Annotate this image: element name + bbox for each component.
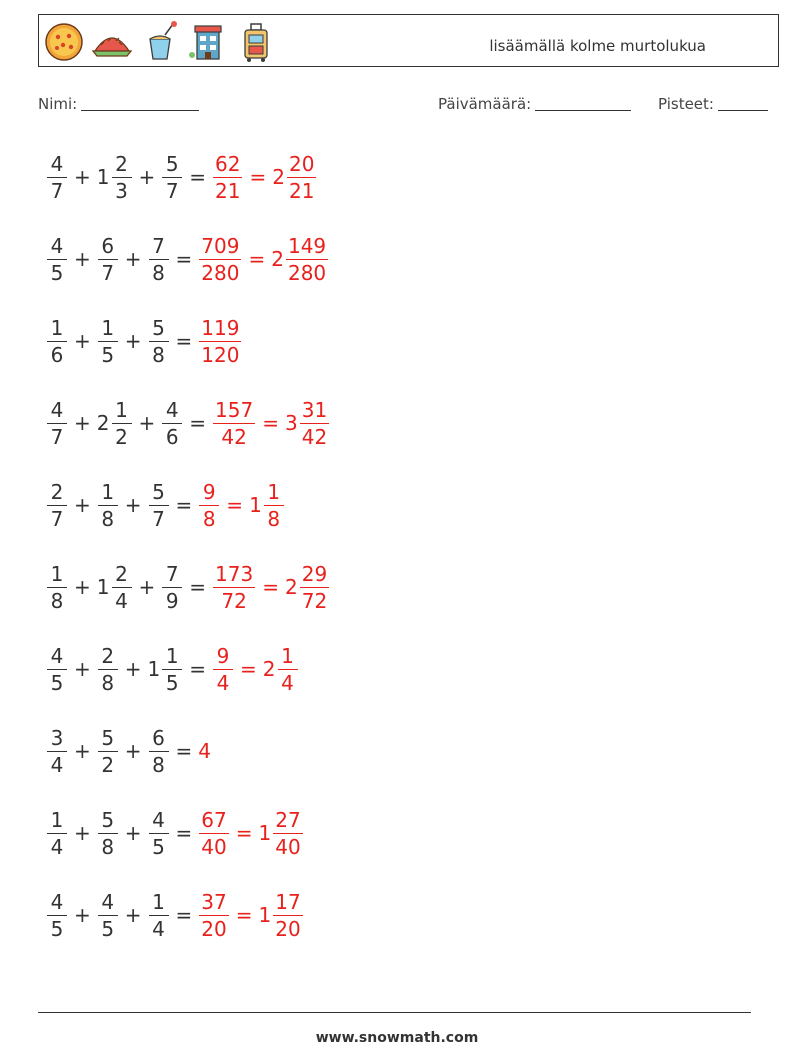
denominator: 8 [202,506,216,531]
denominator: 7 [50,424,64,449]
denominator: 8 [101,834,115,859]
denominator: 5 [50,260,64,285]
numerator: 1 [47,810,67,834]
denominator: 40 [275,834,301,859]
equals-sign: = [189,575,207,599]
fraction [47,643,67,695]
denominator: 20 [275,916,301,941]
denominator: 6 [165,424,179,449]
denominator: 7 [165,178,179,203]
numerator: 119 [201,315,240,340]
fraction [47,233,67,285]
denominator: 4 [216,670,230,695]
whole-number: 1 [258,821,272,845]
denominator: 5 [50,916,64,941]
fraction-term [198,739,212,763]
numerator: 2 [98,646,118,670]
fraction [47,889,67,941]
fraction-term [97,643,119,695]
fraction [199,479,219,531]
fraction [287,151,316,203]
fraction-term [198,807,229,859]
fraction [98,643,118,695]
equals-sign: = [262,575,279,599]
equals-sign: = [175,493,193,517]
whole-number: 1 [147,657,161,681]
denominator: 4 [50,834,64,859]
fraction-term [161,397,183,449]
denominator: 21 [215,178,241,203]
fraction-term [46,397,68,449]
denominator: 4 [50,752,64,777]
numerator: 7 [162,564,182,588]
numerator: 31 [301,397,328,422]
fraction-term [46,725,68,777]
fraction [213,151,242,203]
fraction [278,643,298,695]
fraction [286,233,328,285]
fraction [98,807,118,859]
fraction-term [161,561,183,613]
fraction [98,725,118,777]
plus-sign: + [124,329,142,353]
denominator: 6 [50,342,64,367]
fraction [162,643,182,695]
problem-row [46,798,304,868]
score-field [658,95,768,113]
fraction-term [46,233,68,285]
fraction-term [271,233,329,285]
whole-number: 2 [271,247,284,271]
denominator: 280 [201,260,240,285]
date-line[interactable] [535,95,631,111]
fraction-term [272,151,317,203]
fraction [47,315,67,367]
numerator: 1 [47,318,67,342]
denominator: 5 [165,670,179,695]
numerator: 29 [301,561,328,586]
numerator: 149 [287,233,327,258]
fraction-term [198,479,220,531]
denominator: 2 [101,752,115,777]
numerator: 4 [149,810,169,834]
plus-sign: + [138,411,156,435]
fraction-term [46,315,68,367]
fraction [47,479,67,531]
denominator: 5 [50,670,64,695]
numerator: 62 [215,151,241,176]
fraction [162,397,182,449]
plus-sign: + [124,903,142,927]
numerator: 1 [264,482,284,506]
denominator: 7 [152,506,165,531]
denominator: 20 [201,916,227,941]
numerator: 37 [201,889,227,914]
whole-number: 2 [284,575,298,599]
numerator: 5 [98,810,118,834]
fraction-term [212,643,234,695]
whole-number: 3 [284,411,298,435]
equals-sign: = [189,165,207,189]
fraction [199,315,241,367]
numerator: 1 [98,318,118,342]
fraction [47,807,67,859]
fraction [300,397,329,449]
fraction-term [212,397,256,449]
name-field [38,95,199,113]
numerator: 2 [112,154,132,178]
fraction-term [46,561,68,613]
fraction [47,151,67,203]
numerator: 3 [47,728,67,752]
numerator: 173 [215,561,254,586]
problem-row [46,306,242,376]
fraction [264,479,284,531]
numerator: 5 [98,728,118,752]
equals-sign: = [175,329,193,353]
fraction-term [46,151,68,203]
score-line[interactable] [718,95,768,111]
plus-sign: + [74,739,91,763]
numerator: 5 [149,482,169,506]
fraction [112,561,132,613]
header-box [38,14,779,67]
numerator: 157 [215,397,254,422]
plus-sign: + [124,493,142,517]
denominator: 7 [50,506,64,531]
equals-sign: = [248,247,266,271]
numerator: 4 [47,892,67,916]
denominator: 7 [50,178,64,203]
date-label: Päivämäärä: [438,95,532,113]
numerator: 9 [213,646,233,670]
plus-sign: + [74,165,91,189]
numerator: 1 [112,400,132,424]
worksheet-title: lisäämällä kolme murtolukua [489,37,706,55]
problem-row [46,470,285,540]
denominator: 2 [115,424,128,449]
plus-sign: + [74,329,91,353]
denominator: 280 [287,260,327,285]
fraction-term [284,561,330,613]
denominator: 40 [201,834,227,859]
watermelon-slice-icon [91,21,133,63]
problem-row [46,224,329,294]
fraction [300,561,329,613]
score-label: Pisteet: [658,95,714,113]
denominator: 42 [301,424,328,449]
numerator: 1 [149,892,169,916]
whole-number: 1 [96,575,110,599]
fraction [213,643,233,695]
denominator: 42 [221,424,247,449]
fraction-term [97,315,119,367]
fraction-term [46,643,68,695]
numerator: 4 [47,646,67,670]
plus-sign: + [74,821,91,845]
whole-number: 4 [198,739,212,763]
denominator: 8 [101,670,115,695]
fraction-term [258,889,304,941]
denominator: 8 [267,506,281,531]
fraction [98,233,118,285]
fraction-term [46,807,68,859]
denominator: 8 [101,506,115,531]
plus-sign: + [74,575,91,599]
fraction [112,397,132,449]
name-label: Nimi: [38,95,78,113]
numerator: 4 [162,400,182,424]
fraction [213,561,255,613]
fraction [112,151,132,203]
fraction-term [97,889,119,941]
fraction-term [46,889,68,941]
fraction-term [148,807,170,859]
numerator: 1 [278,646,298,670]
fraction-term [258,807,304,859]
problem-row [46,880,304,950]
problem-row [46,388,330,458]
plus-sign: + [124,657,142,681]
fraction-term [97,479,119,531]
plus-sign: + [74,411,91,435]
fraction-term [148,233,170,285]
equals-sign: = [189,657,207,681]
sand-bucket-icon [139,21,181,63]
plus-sign: + [124,739,142,763]
fraction [162,151,182,203]
equals-sign: = [175,903,193,927]
denominator: 5 [101,916,115,941]
plus-sign: + [124,821,142,845]
fraction-term [96,397,133,449]
plus-sign: + [138,575,156,599]
numerator: 4 [98,892,118,916]
plus-sign: + [74,903,91,927]
fraction-term [284,397,330,449]
numerator: 7 [149,236,169,260]
numerator: 4 [47,236,67,260]
problem-row [46,634,299,704]
denominator: 3 [115,178,128,203]
equals-sign: = [175,247,193,271]
equals-sign: = [226,493,244,517]
numerator: 2 [112,564,132,588]
numerator: 1 [47,564,67,588]
denominator: 120 [201,342,240,367]
denominator: 5 [152,834,165,859]
fraction-term [148,889,170,941]
fraction [47,561,67,613]
denominator: 72 [221,588,247,613]
fraction [273,807,302,859]
fraction-term [97,233,119,285]
whole-number: 2 [262,657,276,681]
fraction [162,561,182,613]
numerator: 17 [275,889,301,914]
fraction [47,397,67,449]
equals-sign: = [235,903,253,927]
fraction [199,233,241,285]
plus-sign: + [138,165,156,189]
fraction [149,889,169,941]
fraction [149,315,169,367]
pizza-icon [43,21,85,63]
equals-sign: = [235,821,253,845]
numerator: 27 [275,807,301,832]
denominator: 4 [152,916,165,941]
footer-url: www.snowmath.com [315,1030,479,1046]
fraction-term [198,315,242,367]
fraction [98,315,118,367]
name-line[interactable] [81,95,199,111]
numerator: 709 [201,233,240,258]
numerator: 4 [47,154,67,178]
denominator: 8 [152,342,165,367]
denominator: 4 [115,588,128,613]
date-field [438,95,631,113]
problem-row [46,716,212,786]
denominator: 21 [288,178,315,203]
fraction-term [96,151,133,203]
fraction-term [198,233,242,285]
fraction-term [96,561,133,613]
fraction-term [46,479,68,531]
fraction-term [161,151,183,203]
fraction [98,479,118,531]
fraction [149,725,169,777]
denominator: 72 [301,588,328,613]
whole-number: 1 [258,903,272,927]
numerator: 1 [162,646,182,670]
plus-sign: + [124,247,142,271]
building-icon [187,21,229,63]
footer-divider [38,1012,751,1013]
equals-sign: = [240,657,257,681]
whole-number: 2 [96,411,110,435]
fraction [149,479,169,531]
fraction [149,233,169,285]
numerator: 6 [98,236,118,260]
fraction-term [262,643,299,695]
whole-number: 1 [96,165,110,189]
denominator: 5 [101,342,115,367]
fraction-term [148,479,170,531]
fraction-term [97,807,119,859]
denominator: 9 [165,588,179,613]
fraction-term [97,725,119,777]
denominator: 8 [152,260,165,285]
numerator: 6 [149,728,169,752]
equals-sign: = [189,411,207,435]
plus-sign: + [74,493,91,517]
problem-row [46,552,330,622]
numerator: 4 [47,400,67,424]
fraction-term [212,561,256,613]
fraction-term [148,315,170,367]
numerator: 5 [149,318,169,342]
fraction-term [212,151,243,203]
denominator: 8 [50,588,64,613]
equals-sign: = [262,411,279,435]
numerator: 5 [162,154,182,178]
plus-sign: + [74,657,91,681]
fraction [149,807,169,859]
numerator: 67 [201,807,227,832]
fraction-term [249,479,285,531]
numerator: 20 [288,151,315,176]
numerator: 1 [98,482,118,506]
numerator: 9 [199,482,219,506]
suitcase-icon [235,21,277,63]
denominator: 8 [152,752,165,777]
fraction [98,889,118,941]
equals-sign: = [249,165,267,189]
fraction [199,889,228,941]
whole-number: 1 [249,493,262,517]
numerator: 2 [47,482,67,506]
fraction-term [198,889,229,941]
equals-sign: = [175,739,193,763]
equals-sign: = [175,821,193,845]
header-icons [43,21,277,63]
denominator: 4 [281,670,294,695]
denominator: 7 [101,260,115,285]
fraction [199,807,228,859]
fraction [47,725,67,777]
fraction-term [147,643,184,695]
plus-sign: + [74,247,91,271]
problem-row [46,142,317,212]
fraction-term [148,725,170,777]
whole-number: 2 [272,165,285,189]
fraction [273,889,302,941]
fraction [213,397,255,449]
